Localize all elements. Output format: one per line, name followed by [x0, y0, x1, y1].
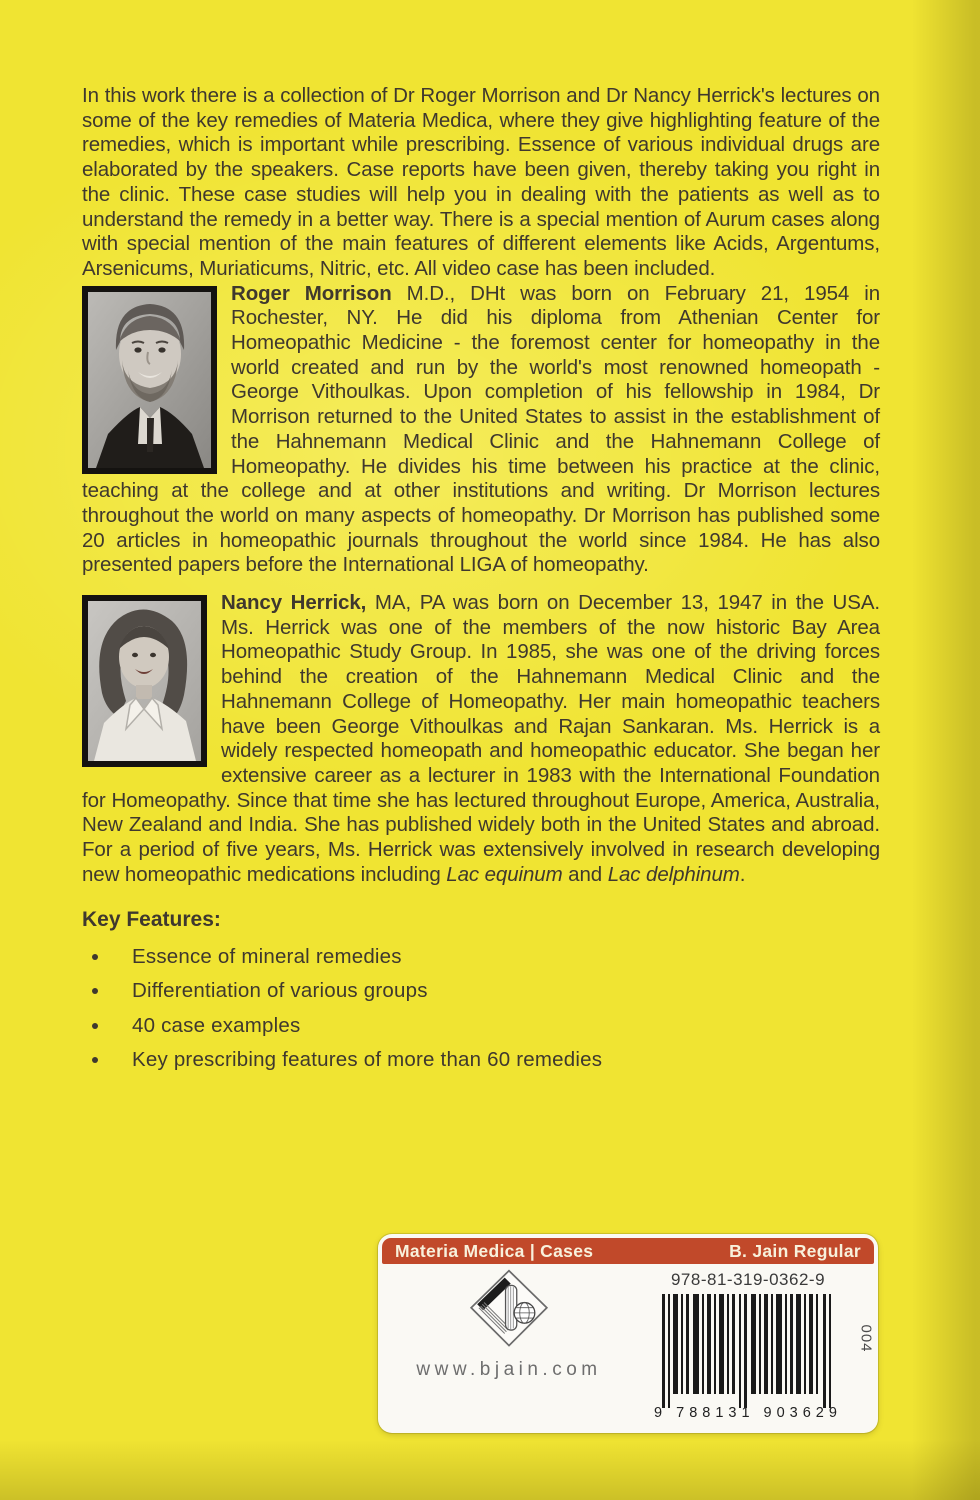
list-item: Essence of mineral remedies: [82, 946, 880, 967]
key-features-list: [82, 946, 880, 1071]
list-item: 40 case examples: [82, 1015, 880, 1036]
barcode-block: [650, 1270, 846, 1421]
nancy-herrick-name: Nancy Herrick,: [221, 591, 367, 615]
bullet-icon: [92, 1023, 98, 1029]
cover-text-content: [82, 84, 880, 1084]
category-bar: [382, 1238, 874, 1264]
category-label: Materia Medica | Cases: [395, 1240, 594, 1261]
barcode-icon: [658, 1294, 838, 1416]
barcode-side-code: 004: [857, 1324, 875, 1353]
publisher-logo-block: [378, 1268, 640, 1381]
barcode-digits: 9 788131 903629: [654, 1405, 842, 1421]
bullet-icon: [92, 954, 98, 960]
bullet-icon: [92, 988, 98, 994]
nancy-herrick-bio: Nancy Herrick, MA, PA was born on December 13, 1947 in the USA. Ms. Herrick was one of the members of the now historic Bay Area Homeopathic Study Group. In 1985, she was one of the driving forces behind the creation of the Hahnemann Medical Clinic and the Hahnemann College of Homeopathy. Her main homeopathic teachers have been George Vithoulkas and Rajan Sankaran. Ms. Herrick is a widely respected homeopath and homeopathic educator. She began her extensive career as a lecturer in 1983 with the International Foundation for Homeopathy. Since that time she has lectured throughout Europe, America, Australia, New Zealand and India. She has published widely both in the United States and abroad. For a period of five years, Ms. Herrick was extensively involved in research developing new homeopathic medications including Lac equinum and Lac delphinum.: [82, 591, 880, 886]
bjain-logo-icon: [466, 1268, 552, 1350]
list-item: Key prescribing features of more than 60 remedies: [82, 1049, 880, 1070]
roger-morrison-bio: Roger Morrison M.D., DHt was born on February 21, 1954 in Rochester, NY. He did his diploma from Athenian Center for Homeopathic Medicine - the foremost center for homeopathy in the world created and run by the world's most renowned homeopath - George Vithoulkas. Upon completion of his fellowship in 1984, Dr Morrison returned to the United States to assist in the establishment of the Hahnemann Medical Clinic and the Hahnemann College of Homeopathy. He divides his time between his practice at the clinic, teaching at the college and at other institutions and writing. Dr Morrison lectures throughout the world on many aspects of homeopathy. Dr Morrison has published some 20 articles in homeopathic journals throughout the world since 1984. He has also presented papers before the International LIGA of homeopathy.: [82, 281, 880, 577]
roger-morrison-name: Roger Morrison: [231, 281, 392, 305]
isbn-number: 978-81-319-0362-9: [670, 1270, 826, 1289]
intro-paragraph: In this work there is a collection of Dr Roger Morrison and Dr Nancy Herrick's lectures on some of the key remedies of Materia Medica, where they give highlighting feature of the remedies, which is important while prescribing. Essence of various individual drugs are elaborated by the speakers. Case reports have been given, thereby taking you right in the clinic. These case studies will help you in dealing with the patients as well as to understand the remedy in a better way. There is a special mention of Aurum cases along with special mention of the main features of different elements like Acids, Argentums, Arsenicums, Muriaticums, Nitric, etc. All video case has been included.: [82, 84, 880, 280]
latin-term: Lac equinum: [446, 862, 563, 886]
latin-term: Lac delphinum: [607, 862, 740, 886]
publisher-website: www.bjain.com: [416, 1359, 602, 1380]
list-item: Differentiation of various groups: [82, 980, 880, 1001]
nancy-herrick-section: [82, 591, 880, 887]
roger-morrison-section: [82, 282, 880, 578]
key-features-heading: Key Features:: [82, 907, 221, 931]
edition-label: B. Jain Regular: [729, 1240, 861, 1261]
roger-morrison-photo: [82, 286, 217, 474]
bullet-icon: [92, 1057, 98, 1063]
nancy-herrick-photo: [82, 595, 207, 767]
publisher-barcode-panel: [378, 1234, 878, 1433]
